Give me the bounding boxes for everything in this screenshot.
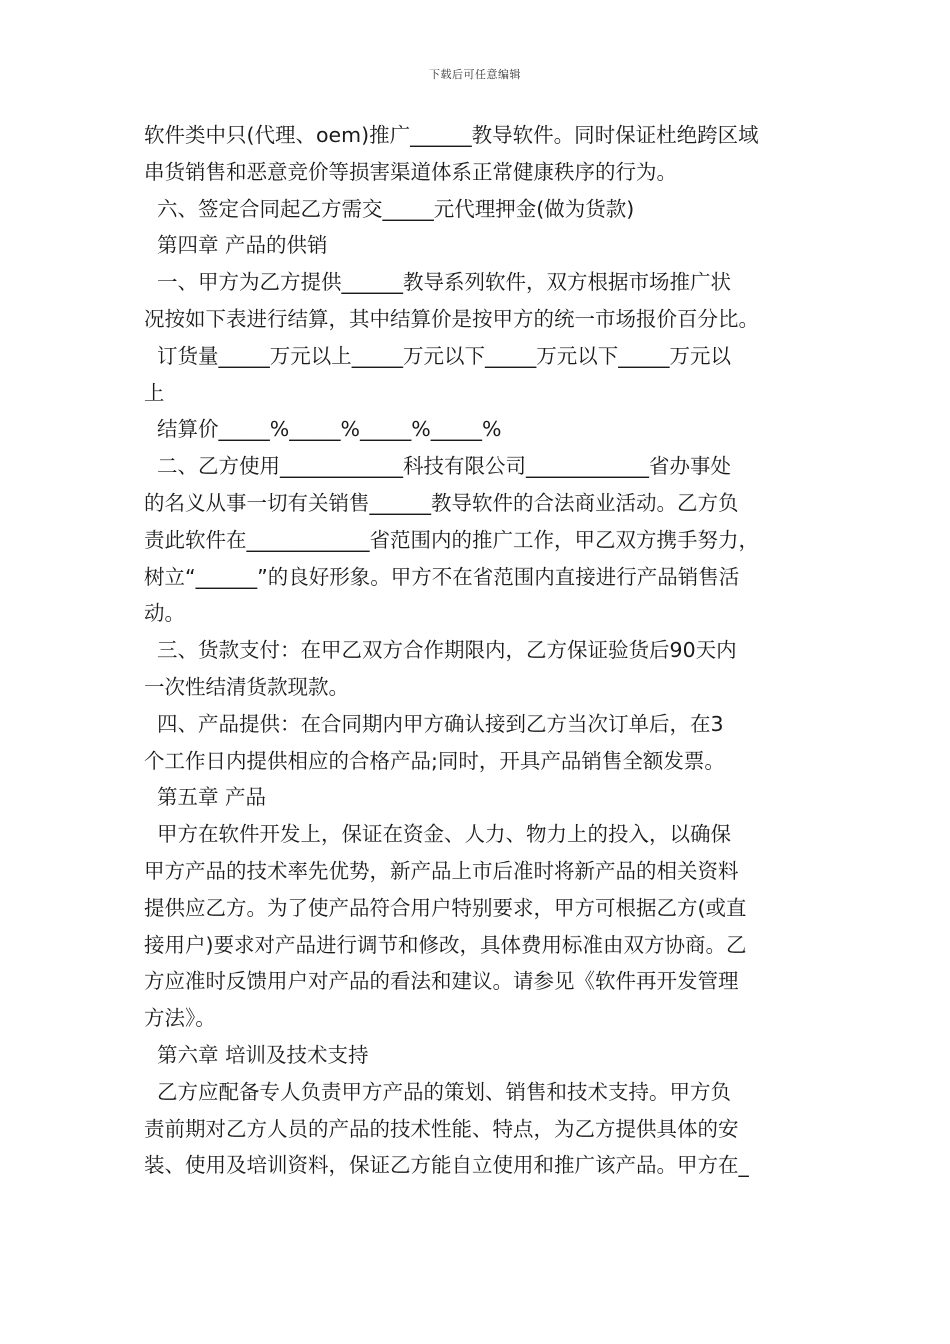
text-line: 接用户)要求对产品进行调节和修改，具体费用标准由双方协商。乙 [144, 932, 747, 957]
text-line: 装、使用及培训资料，保证乙方能自立使用和推广该产品。甲方在_ [144, 1153, 749, 1178]
text-line: 订货量_____万元以上_____万元以下_____万元以下_____万元以 [144, 343, 732, 368]
text-line: 一次性结清货款现款。 [144, 674, 349, 699]
chapter-heading: 第四章 产品的供销 [144, 233, 328, 258]
text-line: 的名义从事一切有关销售______教导软件的合法商业活动。乙方负 [144, 490, 739, 515]
text-line: 甲方在软件开发上，保证在资金、人力、物力上的投入，以确保 [144, 822, 732, 847]
document-body [144, 117, 816, 1184]
text-line: 提供应乙方。为了使产品符合用户特别要求，甲方可根据乙方(或直 [144, 895, 747, 920]
text-line: 方法》。 [144, 1006, 216, 1031]
text-line: 结算价_____%_____%_____%_____% [144, 417, 502, 442]
text-line: 责此软件在____________省范围内的推广工作，甲乙双方携手努力， [144, 527, 759, 552]
text-line: 树立“______”的良好形象。甲方不在省范围内直接进行产品销售活 [144, 564, 740, 589]
text-line: 况按如下表进行结算，其中结算价是按甲方的统一市场报价百分比。 [144, 306, 759, 331]
text-line: 乙方应配备专人负责甲方产品的策划、销售和技术支持。甲方负 [144, 1079, 732, 1104]
text-line: 二、乙方使用____________科技有限公司____________省办事处 [144, 454, 732, 479]
text-line: 三、货款支付：在甲乙双方合作期限内，乙方保证验货后90天内 [144, 638, 737, 663]
text-line: 一、甲方为乙方提供______教导系列软件，双方根据市场推广状 [144, 270, 732, 295]
text-line: 六、签定合同起乙方需交_____元代理押金(做为货款) [144, 196, 635, 221]
chapter-heading: 第六章 培训及技术支持 [144, 1042, 369, 1067]
chapter-heading: 第五章 产品 [144, 785, 267, 810]
text-line: 软件类中只(代理、oem)推广______教导软件。同时保证杜绝跨区域 [144, 123, 759, 147]
text-line: 四、产品提供：在合同期内甲方确认接到乙方当次订单后，在3 [144, 711, 724, 736]
text-line: 个工作日内提供相应的合格产品;同时，开具产品销售全额发票。 [144, 748, 725, 773]
page-header: 下载后可任意编辑 [429, 68, 521, 81]
text-line: 动。 [144, 601, 185, 626]
text-line: 串货销售和恶意竞价等损害渠道体系正常健康秩序的行为。 [144, 159, 677, 184]
text-line: 甲方产品的技术率先优势，新产品上市后准时将新产品的相关资料 [144, 858, 739, 883]
text-line: 方应准时反馈用户对产品的看法和建议。请参见《软件再开发管理 [144, 969, 739, 994]
text-line: 责前期对乙方人员的产品的技术性能、特点，为乙方提供具体的安 [144, 1116, 739, 1141]
text-line: 上 [144, 380, 165, 405]
